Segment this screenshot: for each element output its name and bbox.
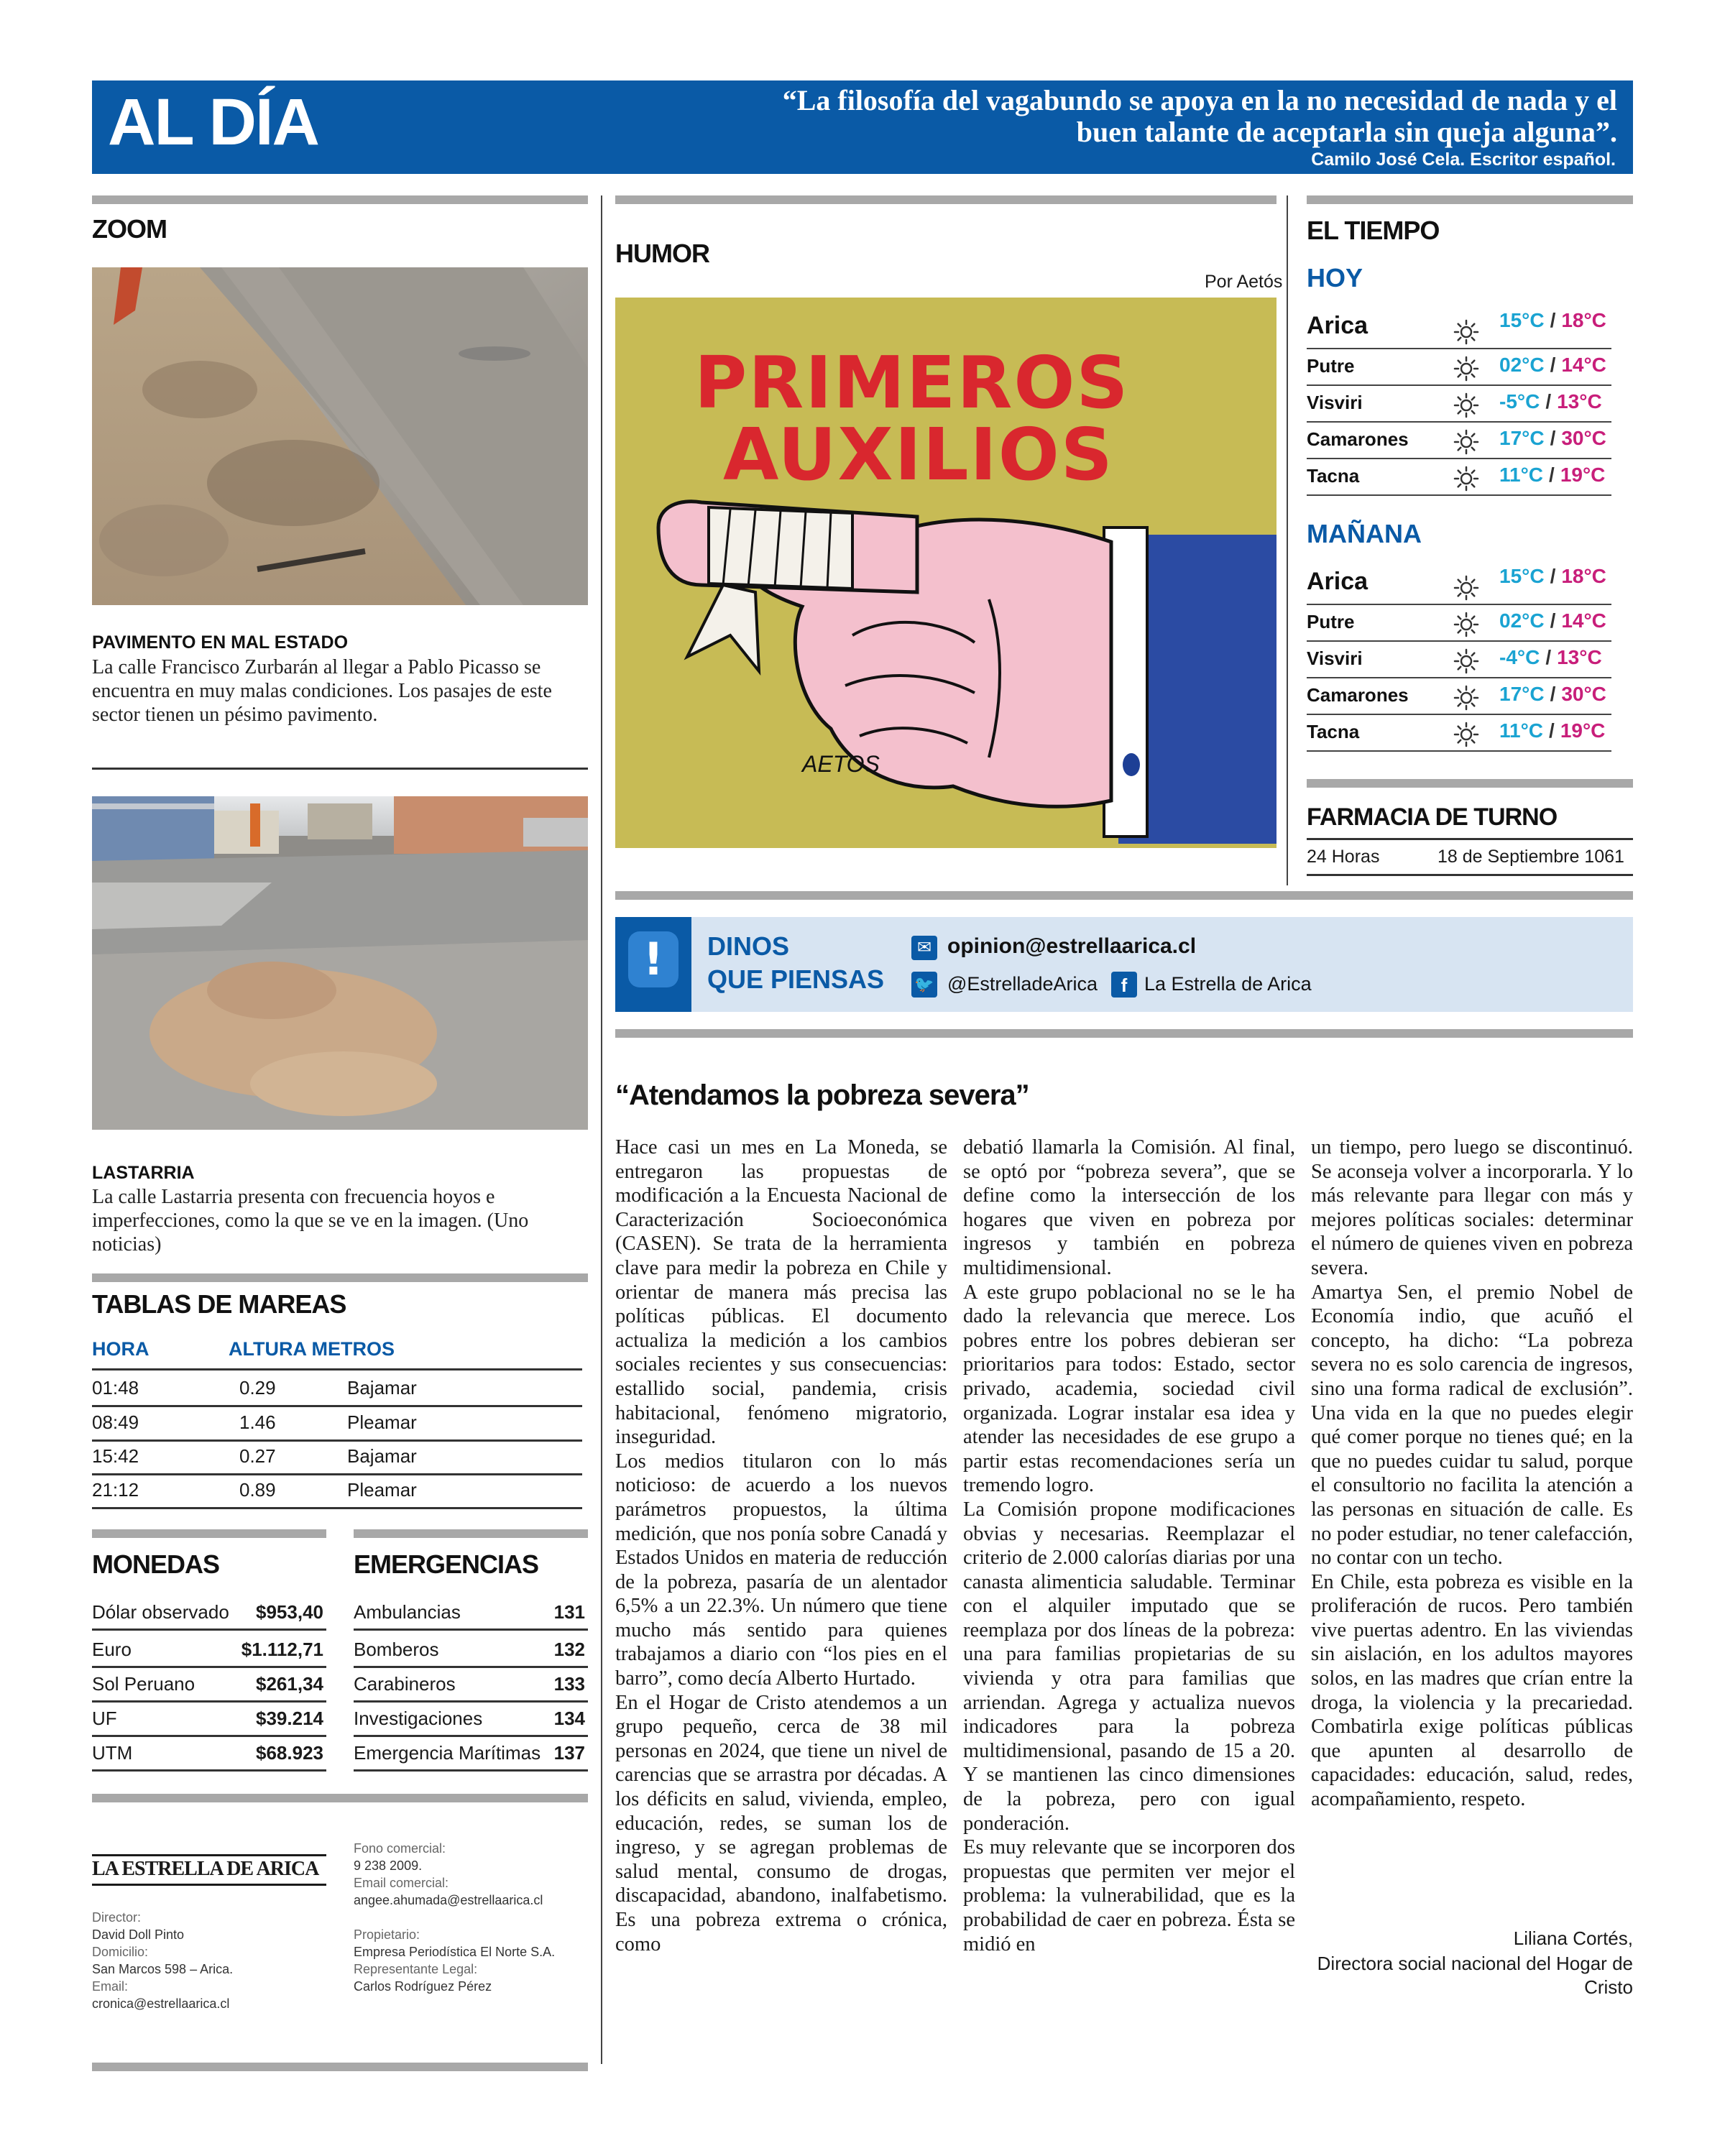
cartoon-title-line1: PRIMEROS — [694, 341, 1130, 425]
tides-col-altura: ALTURA METROS — [229, 1338, 395, 1360]
temp-max: 30°C — [1561, 683, 1606, 705]
weather-city: Tacna — [1307, 721, 1360, 742]
emergencia-number: 131 — [553, 1601, 585, 1623]
moneda-row — [92, 1631, 326, 1668]
domicilio-label: Domicilio: — [92, 1945, 149, 1959]
article-paragraph: En Chile, esta pobreza es visible en la proliferación de rucos. Pero también vive puertas adentro. En las viviendas sin aislación, en los adultos mayores solos, en las madres que crían entre la droga, la violencia y la precariedad. Combatirla exige políticas públicas que apunten al desarrollo de capacidades: educación, salud, redes, acompañamiento, respeto. — [1311, 1570, 1633, 1811]
weather-temps — [1499, 719, 1605, 742]
masthead-left — [92, 1909, 233, 2012]
section-rule — [615, 891, 1633, 900]
fono-value: 9 238 2009. — [354, 1858, 423, 1873]
temp-min: 11°C — [1499, 464, 1544, 486]
moneda-value: $68.923 — [256, 1742, 323, 1764]
email-comercial-label: Email comercial: — [354, 1876, 449, 1890]
sun-icon — [1453, 356, 1479, 382]
temp-separator: / — [1550, 565, 1556, 587]
temp-min: 02°C — [1499, 609, 1545, 632]
weather-row — [1307, 421, 1611, 459]
opinion-line1: DINOS — [707, 931, 790, 961]
humor-cartoon — [615, 298, 1276, 848]
article-paragraph: Es muy relevante que se incorporen dos propuestas que permiten ver mejor el problema: la vulnerabilidad, que es la probabilidad de caer en pobreza. Ésta se midió en — [963, 1836, 1295, 1955]
tide-altura: 0.27 — [239, 1445, 276, 1467]
emergencia-label: Investigaciones — [354, 1708, 483, 1729]
moneda-label: UF — [92, 1708, 117, 1729]
weather-temps — [1499, 609, 1606, 632]
section-rule — [92, 195, 588, 204]
temp-separator: / — [1550, 309, 1556, 331]
director-label: Director: — [92, 1910, 142, 1925]
article-column-1 — [615, 1135, 947, 1956]
opinion-icon-box — [615, 917, 691, 1012]
section-rule — [92, 1794, 588, 1802]
moneda-label: UTM — [92, 1742, 133, 1764]
sun-icon — [1453, 648, 1479, 674]
moneda-label: Sol Peruano — [92, 1673, 196, 1695]
tides-header-rule — [92, 1368, 582, 1370]
emergencia-number: 137 — [553, 1742, 585, 1764]
temp-separator: / — [1549, 464, 1555, 486]
temp-min: 17°C — [1499, 683, 1545, 705]
article-paragraph: La Comisión propone modificaciones obvias y necesarias. Reemplazar el criterio de 2.000 calorías diarias por una canasta alimenticia saludable. Terminar con el alquiler imputado que se reemplaza por dos líneas de la pobreza: una para familias propietarias de su vivienda y otra para familias que arriendan. Agrega y actualiza nuevos indicadores para la pobreza multidimensional, pasando de 15 a 20. Y se mantienen las cinco dimensiones de la pobreza, pero con igual ponderación. — [963, 1498, 1295, 1835]
weather-city: Tacna — [1307, 465, 1360, 487]
farmacia-bottom-rule — [1307, 874, 1633, 876]
temp-min: -4°C — [1499, 646, 1540, 668]
moneda-row — [92, 1735, 326, 1772]
tide-hora: 08:49 — [92, 1411, 139, 1433]
temp-max: 30°C — [1561, 427, 1606, 449]
weather-temps — [1499, 354, 1606, 377]
section-title: AL DÍA — [108, 86, 318, 159]
tide-hora: 21:12 — [92, 1479, 139, 1501]
emergencia-number: 133 — [553, 1673, 585, 1695]
moneda-value: $261,34 — [256, 1673, 323, 1695]
weather-today-label: HOY — [1307, 263, 1363, 292]
cartoon-signature: AETOS — [802, 751, 880, 777]
header-quote-author: Camilo José Cela. Escritor español. — [1311, 149, 1616, 170]
tide-row — [92, 1439, 582, 1475]
opinion-line2: QUE PIENSAS — [707, 964, 885, 994]
emergencia-label: Emergencia Marítimas — [354, 1742, 541, 1764]
article-paragraph: Hace casi un mes en La Moneda, se entregaron las propuestas de modificación a la Encuesta Nacional de Caracterización Socioeconómica (CASEN). Se trata de la herramienta clave para medir la pobreza en Chile y orientar de manera más precisa las políticas públicas. El documento actualiza la medición a los cambios sociales recientes y sus consecuencias: estallido social, pandemia, crisis habitacional, fenómeno migratorio, inseguridad. — [615, 1136, 947, 1449]
article-paragraph: Amartya Sen, el premio Nobel de Economía indio, que acuñó el concepto, ha dicho: “La pobreza severa no es solo carencia de ingresos, sino una forma radical de exclusión”. Una vida en la que no puedes elegir qué comer porque no tienes qué; en la que no puedes cuidar tu salud, porque el consultorio no facilita la atención a las personas en situación de calle. Es no poder estudiar, no tener calefacción, no contar con un techo. — [1311, 1281, 1633, 1570]
weather-row — [1307, 677, 1611, 715]
weather-row — [1307, 604, 1611, 642]
moneda-label: Euro — [92, 1639, 132, 1660]
emergencia-label: Bomberos — [354, 1639, 439, 1660]
weather-temps — [1499, 427, 1606, 450]
section-rule — [1307, 779, 1633, 788]
opinion-email[interactable]: opinion@estrellaarica.cl — [947, 934, 1197, 958]
weather-temps — [1499, 390, 1602, 413]
weather-temps — [1499, 309, 1606, 332]
weather-city: Putre — [1307, 611, 1355, 632]
temp-separator: / — [1545, 390, 1552, 413]
temp-separator: / — [1550, 609, 1556, 632]
emergencia-row — [354, 1594, 588, 1631]
emergencia-number: 132 — [553, 1639, 585, 1660]
zoom-caption-text-1: La calle Francisco Zurbarán al llegar a Pablo Picasso se encuentra en muy malas condiciones. Los pasajes de este sector tienen un pésimo pavimento. — [92, 656, 552, 726]
fono-label: Fono comercial: — [354, 1841, 446, 1856]
emergencia-row — [354, 1631, 588, 1668]
exclamation-icon: ! — [628, 931, 678, 987]
section-rule — [615, 1029, 1633, 1038]
tides-title: TABLAS DE MAREAS — [92, 1289, 346, 1319]
weather-row — [1307, 714, 1611, 752]
propietario-label: Propietario: — [354, 1927, 420, 1942]
column-divider — [1287, 195, 1288, 885]
sun-icon — [1453, 612, 1479, 637]
masthead-right — [354, 1840, 555, 1995]
zoom-caption-text-2: La calle Lastarria presenta con frecuencia hoyos e imperfecciones, como la que se ve en la imagen. (Uno noticias) — [92, 1186, 529, 1256]
section-rule — [92, 1273, 588, 1282]
tide-altura: 1.46 — [239, 1411, 276, 1433]
weather-city: Arica — [1307, 568, 1368, 595]
farmacia-address: 18 de Septiembre 1061 — [1438, 847, 1624, 867]
sun-icon — [1453, 722, 1479, 747]
newspaper-logo-text: LA ESTRELLA DE ARICA — [92, 1858, 319, 1880]
temp-separator: / — [1545, 646, 1552, 668]
article-column-2 — [963, 1135, 1295, 1956]
article-paragraph: debatió llamarla la Comisión. Al final, se optó por “pobreza severa”, que se define como la intersección de los hogares que viven en pobreza por ingresos y también en pobreza multidimensional. — [963, 1136, 1295, 1279]
section-rule — [92, 1529, 326, 1538]
farmacia-title: FARMACIA DE TURNO — [1307, 803, 1558, 831]
temp-min: 15°C — [1499, 309, 1545, 331]
temp-min: 11°C — [1499, 719, 1544, 742]
emergencia-row — [354, 1700, 588, 1737]
facebook-icon: f — [1111, 972, 1137, 998]
zoom-caption-title-2: LASTARRIA — [92, 1163, 195, 1183]
temp-separator: / — [1550, 683, 1556, 705]
weather-row — [1307, 305, 1611, 349]
weather-title: EL TIEMPO — [1307, 216, 1440, 245]
twitter-icon: 🐦 — [911, 972, 937, 998]
humor-title: HUMOR — [615, 239, 709, 268]
moneda-value: $953,40 — [256, 1601, 323, 1623]
temp-max: 13°C — [1557, 646, 1602, 668]
domicilio-value: San Marcos 598 – Arica. — [92, 1962, 234, 1976]
thin-rule — [92, 768, 588, 770]
tide-tipo: Pleamar — [347, 1479, 417, 1501]
weather-row — [1307, 384, 1611, 423]
tide-row — [92, 1371, 582, 1407]
cartoon-title-line2: AUXILIOS — [723, 413, 1114, 497]
weather-temps — [1499, 565, 1606, 588]
propietario-value: Empresa Periodística El Norte S.A. — [354, 1945, 556, 1959]
sun-icon — [1453, 429, 1479, 455]
section-rule — [92, 2063, 588, 2071]
tide-row — [92, 1406, 582, 1442]
section-rule — [615, 195, 1276, 204]
email-comercial-value: angee.ahumada@estrellaarica.cl — [354, 1893, 543, 1907]
article-title: “Atendamos la pobreza severa” — [615, 1079, 1029, 1111]
article-paragraph: A este grupo poblacional no se le ha dado la relevancia que merece. Los pobres entre los pobres debieran ser prioritarios para todos: Estado, sector privado, academia, sociedad civil organizada. Lograr instalar esa idea y atender las necesidades de ese grupo a partir estas recomendaciones sería un tremendo logro. — [963, 1281, 1295, 1497]
temp-max: 19°C — [1560, 719, 1606, 742]
zoom-photo-2 — [92, 796, 588, 1130]
header-quote: “La filosofía del vagabundo se apoya en la no necesidad de nada y el buen talante de aceptarla sin queja alguna”. — [782, 84, 1617, 148]
moneda-row — [92, 1700, 326, 1737]
opinion-facebook[interactable]: La Estrella de Arica — [1144, 973, 1312, 995]
temp-min: 15°C — [1499, 565, 1545, 587]
weather-city: Visviri — [1307, 392, 1363, 413]
weather-city: Camarones — [1307, 428, 1409, 450]
temp-separator: / — [1549, 719, 1555, 742]
weather-row — [1307, 348, 1611, 386]
temp-max: 19°C — [1560, 464, 1606, 486]
weather-city: Camarones — [1307, 684, 1409, 706]
temp-max: 18°C — [1561, 565, 1606, 587]
weather-city: Visviri — [1307, 648, 1363, 669]
opinion-twitter[interactable]: @EstrelladeArica — [947, 973, 1098, 995]
tide-altura: 0.29 — [239, 1377, 276, 1399]
moneda-row — [92, 1666, 326, 1703]
tide-tipo: Bajamar — [347, 1445, 417, 1467]
monedas-title: MONEDAS — [92, 1549, 220, 1579]
moneda-value: $1.112,71 — [241, 1639, 323, 1660]
sun-icon — [1453, 466, 1479, 492]
weather-temps — [1499, 464, 1605, 487]
section-rule — [354, 1529, 588, 1538]
temp-separator: / — [1550, 427, 1556, 449]
weather-temps — [1499, 683, 1606, 706]
emergencia-number: 134 — [553, 1708, 585, 1729]
farmacia-rule — [1307, 838, 1633, 840]
article-author: Liliana Cortés, — [1513, 1927, 1633, 1949]
email-value: cronica@estrellaarica.cl — [92, 1996, 230, 2011]
newspaper-logo — [92, 1854, 326, 1886]
emergencias-title: EMERGENCIAS — [354, 1549, 539, 1579]
weather-city: Putre — [1307, 355, 1355, 377]
zoom-caption-title-1: PAVIMENTO EN MAL ESTADO — [92, 632, 349, 653]
section-rule — [1307, 195, 1633, 204]
emergencia-row — [354, 1666, 588, 1703]
tide-tipo: Pleamar — [347, 1411, 417, 1433]
director-name: David Doll Pinto — [92, 1927, 185, 1942]
email-label: Email: — [92, 1979, 129, 1994]
farmacia-hours: 24 Horas — [1307, 847, 1380, 867]
temp-min: 02°C — [1499, 354, 1545, 376]
representante-label: Representante Legal: — [354, 1962, 478, 1976]
tide-hora: 15:42 — [92, 1445, 139, 1467]
temp-max: 13°C — [1557, 390, 1602, 413]
zoom-title: ZOOM — [92, 214, 167, 244]
article-column-3 — [1311, 1135, 1633, 1812]
weather-tomorrow-label: MAÑANA — [1307, 519, 1422, 548]
temp-min: -5°C — [1499, 390, 1540, 413]
temp-separator: / — [1550, 354, 1556, 376]
tide-altura: 0.89 — [239, 1479, 276, 1501]
emergencia-row — [354, 1735, 588, 1772]
emergencia-label: Ambulancias — [354, 1601, 461, 1623]
article-author-role: Directora social nacional del Hogar de Cristo — [1317, 1953, 1633, 1998]
emergencia-label: Carabineros — [354, 1673, 456, 1695]
tide-tipo: Bajamar — [347, 1377, 417, 1399]
sun-icon — [1453, 319, 1479, 345]
humor-byline: Por Aetós — [1205, 272, 1283, 292]
representante-value: Carlos Rodríguez Pérez — [354, 1979, 492, 1994]
tides-col-hora: HORA — [92, 1338, 150, 1360]
temp-max: 18°C — [1561, 309, 1606, 331]
moneda-row — [92, 1594, 326, 1631]
weather-row — [1307, 561, 1611, 605]
weather-row — [1307, 640, 1611, 678]
email-icon: ✉ — [911, 936, 937, 960]
tide-row — [92, 1473, 582, 1509]
moneda-value: $39.214 — [256, 1708, 323, 1729]
temp-min: 17°C — [1499, 427, 1545, 449]
article-paragraph: En el Hogar de Cristo atendemos a un grupo pequeño, cerca de 38 mil personas en 2024, que tiene un nivel de carencias que se arrastra por décadas. A los déficits en salud, vivienda, empleo, educación, redes, se suman los de ingreso, y se agregan problemas de salud mental, consumo de drogas, discapacidad, abandono, inalfabetismo. Es una pobreza extrema o crónica, como — [615, 1691, 947, 1955]
moneda-label: Dólar observado — [92, 1601, 229, 1623]
sun-icon — [1453, 575, 1479, 601]
sun-icon — [1453, 392, 1479, 418]
zoom-photo-1 — [92, 267, 588, 605]
temp-max: 14°C — [1561, 354, 1606, 376]
weather-row — [1307, 458, 1611, 496]
article-paragraph: un tiempo, pero luego se discontinuó. Se aconseja volver a incorporarla. Y lo más relevante para llegar con más y mejores políticas sociales: determinar el número de quienes viven en pobreza severa. — [1311, 1136, 1633, 1279]
article-paragraph: Los medios titularon con lo más noticioso: de acuerdo a los nuevos parámetros propuestos, la última medición, que nos ponía sobre Canadá y Estados Unidos en materia de reducción de la pobreza, pasaría de un alentador 6,5% a un 22.3%. Un número que tiene mucho más sentido para quienes trabajamos a diario con “los pies en el barro”, como decía Alberto Hurtado. — [615, 1450, 947, 1690]
tide-hora: 01:48 — [92, 1377, 139, 1399]
temp-max: 14°C — [1561, 609, 1606, 632]
weather-city: Arica — [1307, 312, 1368, 339]
weather-temps — [1499, 646, 1602, 669]
column-divider — [601, 195, 602, 2064]
sun-icon — [1453, 685, 1479, 711]
